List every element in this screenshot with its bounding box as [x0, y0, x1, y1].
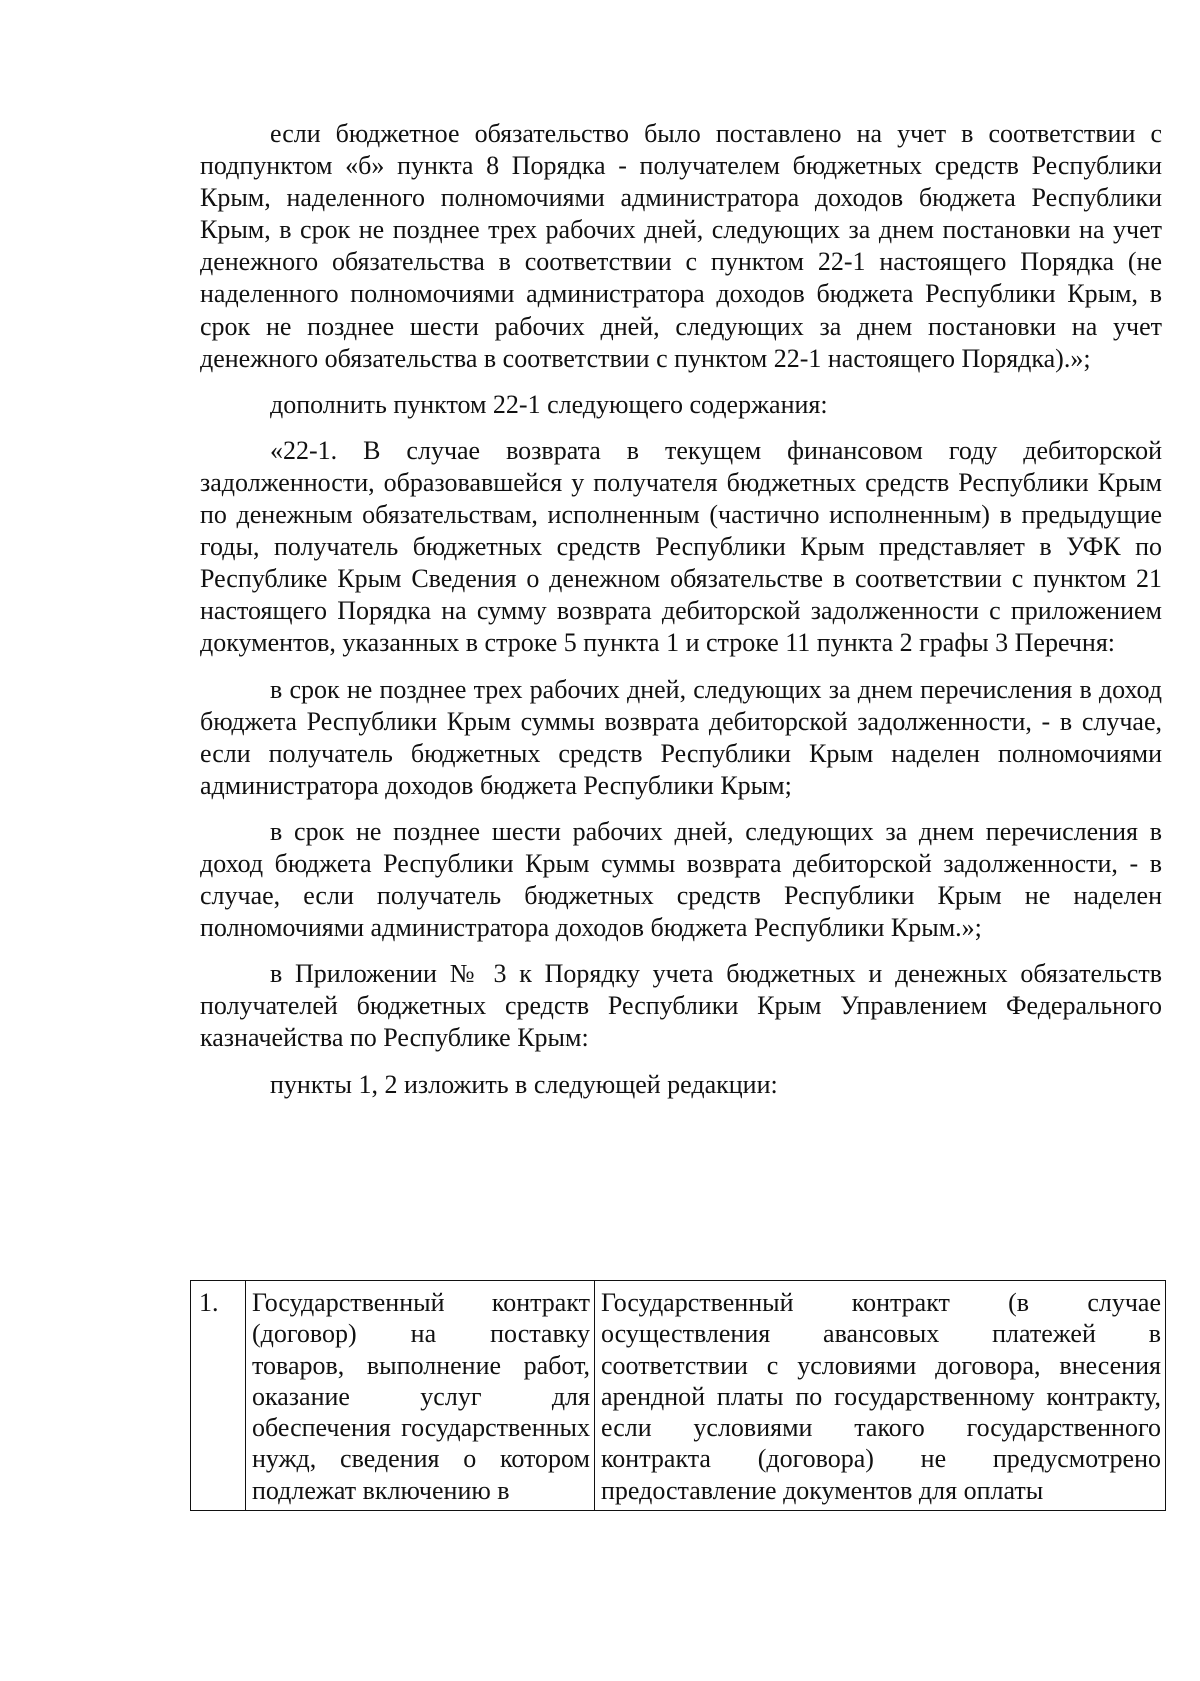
paragraph-obligation-deadlines: если бюджетное обязательство было поставлено на учет в соответствии с подпунктом «б» пункта 8 Порядка - получателем бюджетных средств Республики Крым, наделенного полномочиями администратора доходов бюджета Республики Крым, в срок не позднее трех рабочих дней, следующих за днем постановки на учет денежного обязательства в соответствии с пунктом 22-1 настоящего Порядка (не наделенного полномочиями администратора доходов бюджета Республики Крым, в срок не позднее шести рабочих дней, следующих за днем постановки на учет денежного обязательства в соответствии с пунктом 22-1 настоящего Порядка).»; — [200, 119, 1162, 373]
paragraph-three-days: в срок не позднее трех рабочих дней, следующих за днем перечисления в доход бюджета Республики Крым суммы возврата дебиторской задолженности, - в случае, если получатель бюджетных средств Республики Крым наделен полномочиями администратора доходов бюджета Республики Крым; — [200, 674, 1162, 800]
documents-table — [190, 1280, 1166, 1511]
paragraph-points-1-2: пункты 1, 2 изложить в следующей редакции: — [270, 1069, 778, 1099]
paragraph-appendix-3: в Приложении № 3 к Порядку учета бюджетных и денежных обязательств получателей бюджетных средств Республики Крым Управлением Федерального казначейства по Республике Крым: — [200, 959, 1162, 1053]
paragraph-point-22-1: «22-1. В случае возврата в текущем финансовом году дебиторской задолженности, образовавшейся у получателя бюджетных средств Республики Крым по денежным обязательствам, исполненным (частично исполненным) в предыдущие годы, получатель бюджетных средств Республики Крым представляет в УФК по Республике Крым Сведения о денежном обязательстве в соответствии с пунктом 21 настоящего Порядка на сумму возврата дебиторской задолженности с приложением документов, указанных в строке 5 пункта 1 и строке 11 пункта 2 графы 3 Перечня: — [200, 435, 1162, 658]
paragraph-add-point-22-1: дополнить пунктом 22-1 следующего содержания: — [270, 389, 828, 419]
row-number-cell: 1. — [191, 1281, 246, 1511]
document-body — [200, 118, 1162, 1115]
document-name-cell: Государственный контракт (договор) на поставку товаров, выполнение работ, оказание услуг для обеспечения государственных нужд, сведения о котором подлежат включению в — [246, 1281, 595, 1511]
paragraph-six-days: в срок не позднее шести рабочих дней, следующих за днем перечисления в доход бюджета Республики Крым суммы возврата дебиторской задолженности, - в случае, если получатель бюджетных средств Республики Крым не наделен полномочиями администратора доходов бюджета Республики Крым.»; — [200, 816, 1162, 943]
table-row — [191, 1281, 1166, 1511]
document-details-cell: Государственный контракт (в случае осуществления авансовых платежей в соответствии с условиями договора, внесения арендной платы по государственному контракту, если условиями такого государственного контракта (договора) не предусмотрено предоставление документов для оплаты — [595, 1281, 1166, 1511]
